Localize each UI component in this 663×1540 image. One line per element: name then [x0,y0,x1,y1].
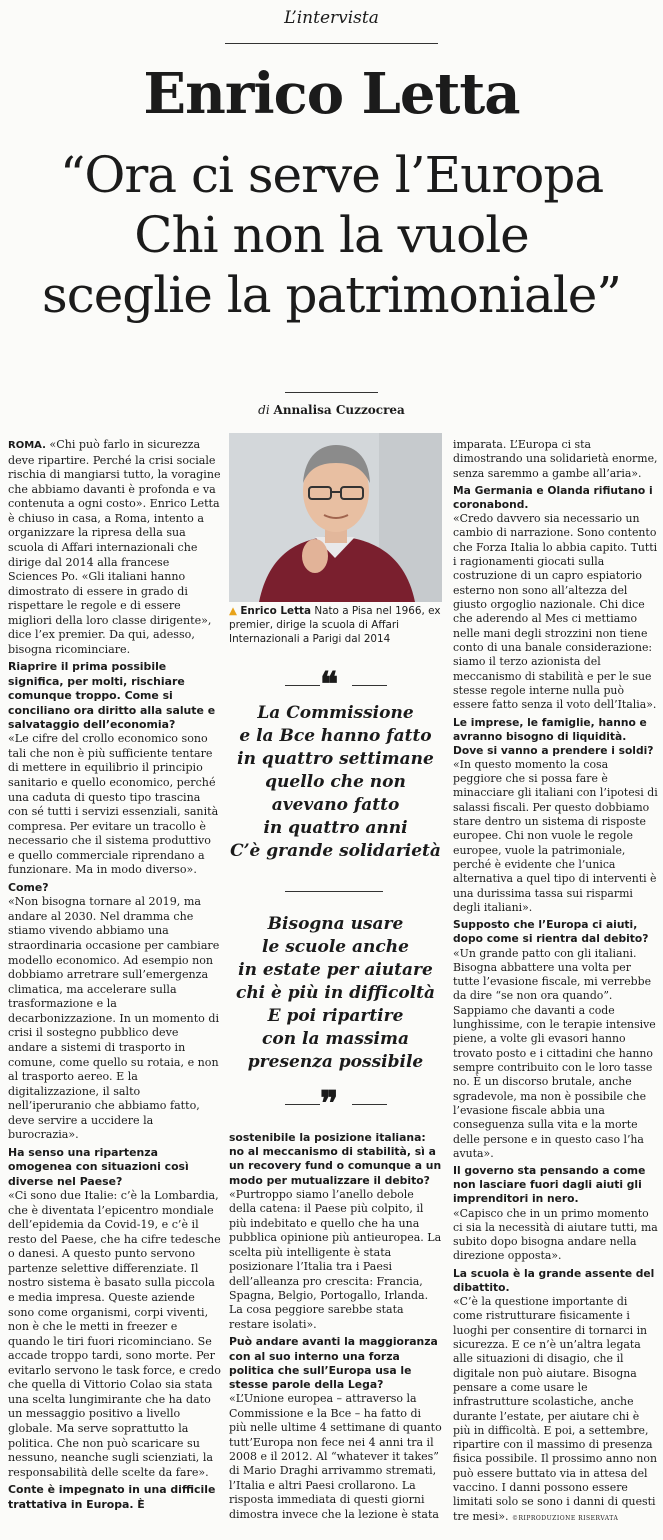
pullquote-rule-right [352,1104,387,1105]
reproduction-note: ©RIPRODUZIONE RISERVATA [511,1514,619,1522]
interview-answer [453,1295,658,1526]
article-paragraph [8,438,221,657]
pull-quote-line: La Commissione [257,703,414,723]
pull-quote-line: presenza possibile [247,1052,424,1072]
section-kicker: L’intervista [284,8,379,28]
interview-answer: imparata. L’Europa ci sta dimostrando una solidarietà enorme, senza saremmo a gambe all’aria». [453,438,658,480]
pull-quote-line: Bisogna usare [267,914,404,934]
headline-line: Chi non la vuole [134,206,529,264]
kicker-rule [225,43,438,44]
open-quote-icon: ❝ [320,665,339,705]
pull-quote-line: in estate per aiutare [238,960,433,980]
byline [0,403,663,417]
pullquote-rule-left [285,1104,320,1105]
pull-quote-line: C’è grande solidarietà [230,841,441,861]
close-quote-icon: ❞ [320,1084,339,1124]
interview-answer: «In questo momento la cosa peggiore che si possa fare è minacciare gli italiani con l’ipotesi di salassi fiscali. Per questo dobbiamo stare dentro un sistema di risposte europee. Chi non vuole le regole europee, vuole la patrimoniale, perché è evidente che l’unica alternativa a quel tipo di interventi è una durissima tassa sui risparmi degli italiani». [453,757,658,914]
byline-prefix: di [258,403,270,417]
paragraph-text: «Chi può farlo in sicurezza deve ripartire. Perché la crisi sociale rischia di mangiarsi tutto, la voragine che abbiamo davanti è profonda e va contenuta a ogni costo». Enrico Letta è chiuso in casa, a Roma, intento a organizzare la ripresa della sua scuola di Affari internazionali che dirige dal 2014 alla francese Sciences Po. «Gli italiani hanno dimostrato di essere in grado di rispettare le regole e di essere migliori della loro classe dirigente», dice l’ex premier. Da qui, adesso, bisogna ricominciare. [8,438,221,656]
interview-question: Le imprese, le famiglie, hanno e avranno bisogno di liquidità. Dove si vanno a prendere i soldi? [453,715,654,757]
pull-quote-line: con la massima [262,1029,409,1049]
headline-line: “Ora ci serve l’Europa [59,146,604,204]
caption-text: Nato a Pisa nel 1966, ex premier, dirige la scuola di Affari Internazionali a Parigi dal 2014 [229,605,441,645]
portrait-photo [229,433,442,602]
interview-question: Come? [8,880,49,894]
pullquote-separator [285,891,383,892]
interview-answer: «L’Unione europea – attraverso la Commissione e la Bce – ha fatto di più nelle ultime 4 settimane di quanto tutt’Europa non fece nei 4 anni tra il 2008 e il 2012. Al “whatever it takes” di Mario Draghi arrivammo stremati, l’Italia e altri Paesi crollarono. La risposta immediata di questi giorni dimostra invece che la lezione è stata [229,1392,442,1521]
interview-answer: «Ci sono due Italie: c’è la Lombardia, che è diventata l’epicentro mondiale dell’epidemia da Covid-19, e c’è il resto del Paese, che ha cifre tedesche o danesi. A questo punto servono partenze selettive differenziate. Il nostro sistema è basato sulla piccola e media impresa. Queste aziende sono come organismi, corpi viventi, non è che le metti in freezer e quando le tiri fuori ricominciano. Se accade troppo tardi, sono morte. Per evitarlo servono le task force, e credo che quella di Vittorio Colao sia stata una scelta lungimirante che ha dato un messaggio positivo a livello globale. Ma serve soprattutto la politica. Che non può scaricare su nessuno, neanche sugli scienziati, la responsabilità delle scelte da fare». [8,1189,221,1479]
interview-question: Il governo sta pensando a come non lasciare fuori dagli aiuti gli imprenditori in nero. [453,1164,646,1206]
pull-quote-2 [229,913,442,1074]
byline-rule [285,392,378,393]
pullquote-rule-left [285,685,320,686]
photo-caption [229,604,442,646]
pull-quote-line: in quattro settimane [237,749,434,769]
article-column-3 [453,438,658,1526]
article-column-1 [8,438,221,1512]
interview-answer: «Un grande patto con gli italiani. Bisogna abbattere una volta per tutte l’evasione fiscale, mi verrebbe da dire “se non ora quando”. Sappiamo che davanti a code lunghissime, con le terapie intensive piene, a volte gli evasori hanno trovato posto e i cittadini che hanno sempre contribuito con le loro tasse no. È un discorso brutale, anche sgradevole, ma non è possibile che l’evasione fiscale abbia una conseguenza sulla vita e la morte delle persone e in questo caso l’ha avuta». [453,946,656,1160]
interview-question: Ma Germania e Olanda rifiutano i coronabond. [453,483,653,512]
headline-line: sceglie la patrimoniale” [42,266,621,324]
pull-quote-line: avevano fatto [271,795,400,815]
interview-answer: «Capisco che in un primo momento ci sia la necessità di aiutare tutti, ma subito dopo bisogna andare nella direzione opposta». [453,1206,658,1263]
headline-quote [0,145,663,325]
interview-question: sostenibile la posizione italiana: no al meccanismo di stabilità, sì a un recovery fund o comunque a un modo per mutualizzare il debito? [229,1131,442,1187]
byline-author: Annalisa Cuzzocrea [273,403,405,417]
dateline: ROMA. [8,440,46,451]
interview-answer: «Le cifre del crollo economico sono tali che non è più sufficiente tentare di mettere in equilibrio il principio sanitario e quello economico, perché una caduta di questo tipo trascina con sé tutti i servizi essenziali, sanità compresa. Per evitare un tracollo è necessario che il sistema produttivo e quello commerciale riprendano a funzionare. Ma in modo diverso». [8,732,219,877]
portrait-illustration [229,433,442,602]
interview-question: La scuola è la grande assente del dibattito. [453,1266,655,1294]
interview-answer: «Credo davvero sia necessario un cambio di narrazione. Sono contento che Forza Italia lo abbia capito. Tutti i ragionamenti giocati sulla costruzione di un capro espiatorio esterno non sono all’altezza del giusto orgoglio nazionale. Chi dice che aderendo al Mes ci mettiamo nelle mani degli strozzini non tiene conto di una banale considerazione: siamo il terzo azionista del meccanismo di stabilità e per le sue stesse regole interne nulla può essere fatto senza il voto dell’Italia». [453,512,658,712]
pullquote-rule-right [352,685,387,686]
answer-text: «C’è la questione importante di come ristrutturare fisicamente i luoghi per consentire di tornarci in sicurezza. E ce n’è un’altra legata alle situazioni di disagio, che il digitale non può aiutare. Bisogna pensare a come usare le infrastrutture scolastiche, anche durante l’estate, per aiutare chi è più in difficoltà. E poi, a settembre, ripartire con il massimo di presenza fisica possibile. Il prossimo anno non può essere buttato via in attesa del vaccino. I danni possono essere limitati solo se sono i danni di questi tre mesi». [453,1295,657,1523]
interviewee-name: Enrico Letta [143,61,520,127]
article-column-2 [229,1128,442,1522]
pull-quote-line: le scuole anche [262,937,409,957]
pull-quote-line: quello che non [265,772,406,792]
pull-quote-line: in quattro anni [263,818,408,838]
interview-answer: «Purtroppo siamo l’anello debole della catena: il Paese più colpito, il più indebitato e quello che ha una pubblica opinione più antieuropea. La scelta più intelligente è stata posizionare l’Italia tra i Paesi dell’alleanza pro crescita: Francia, Spagna, Belgio, Portogallo, Irlanda. La cosa peggiore sarebbe stata restare isolati». [229,1187,442,1331]
interview-question: Ha senso una ripartenza omogenea con situazioni così diverse nel Paese? [8,1145,189,1188]
pull-quote-line: chi è più in difficoltà [235,983,436,1003]
interview-question: Conte è impegnato in una difficile trattativa in Europa. È [8,1483,216,1511]
pull-quote-1 [229,702,442,863]
interview-answer: «Non bisogna tornare al 2019, ma andare al 2030. Nel dramma che stiamo vivendo abbiamo una straordinaria occasione per cambiare modello economico. Ad esempio non dobbiamo arretrare sull’emergenza climatica, ma accelerare sulla trasformazione e la decarbonizzazione. In un momento di crisi il sostegno pubblico deve andare a sistemi di trasporto in comune, come quello su rotaia, e non al trasporto aereo. E la digitalizzazione, il salto nell’iperuranio che abbiamo fatto, deve servire a uccidere la burocrazia». [8,895,220,1142]
caption-name: Enrico Letta [240,605,312,617]
interview-question: Può andare avanti la maggioranza con al suo interno una forza politica che sull’Europa usa le stesse parole della Lega? [229,1335,438,1392]
pull-quote-line: e la Bce hanno fatto [239,726,432,746]
interview-question: Supposto che l’Europa ci aiuti, dopo come si rientra dal debito? [453,918,649,946]
pull-quote-line: E poi ripartire [267,1006,404,1026]
caption-triangle-icon: ▲ [229,605,237,617]
interview-question: Riaprire il prima possibile significa, per molti, rischiare comunque troppo. Come si conciliano ora diritto alla salute e salvataggio dell’economia? [8,660,216,731]
